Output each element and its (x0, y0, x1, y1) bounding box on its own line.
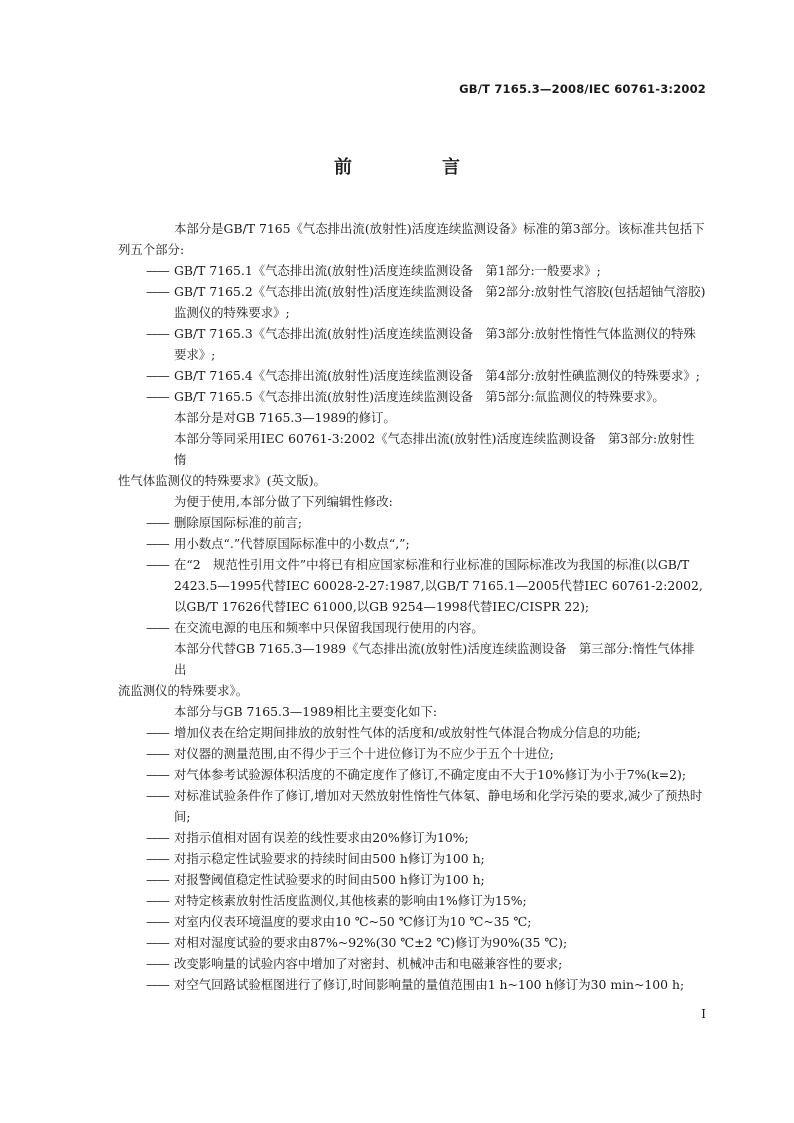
dash-marker: —— (146, 368, 169, 383)
dash-marker: —— (146, 851, 169, 866)
list-item-text: 删除原国际标准的前言; (174, 515, 303, 530)
list-item-text: 用小数点“.”代替原国际标准中的小数点“,”; (174, 536, 410, 551)
list-item-text: 对标准试验条件作了修订,增加对天然放射性惰性气体氡、静电场和化学污染的要求,减少了预热时间; (174, 788, 703, 824)
dash-marker: —— (146, 389, 169, 404)
list-item-text: 对指示值相对固有误差的线性要求由20%修订为10%; (174, 830, 469, 845)
list-item-text: 在交流电源的电压和频率中只保留我国现行使用的内容。 (174, 620, 484, 635)
paragraph: 本部分代替GB 7165.3—1989《气态排出流(放射性)活度连续监测设备 第三部分:惰性气体排出 (174, 641, 695, 677)
dash-list-item (146, 617, 706, 638)
list-item-text: GB/T 7165.5《气态排出流(放射性)活度连续监测设备 第5部分:氚监测仪的特殊要求》。 (174, 389, 665, 404)
dash-list-item (146, 974, 706, 995)
dash-marker: —— (146, 872, 169, 887)
paragraph-continuation: 流监测仪的特殊要求》。 (118, 683, 249, 698)
list-item-text: GB/T 7165.3《气态排出流(放射性)活度连续监测设备 第3部分:放射性惰性气体监测仪的特殊要求》; (174, 326, 696, 362)
paragraph-continuation: 列五个部分: (118, 242, 185, 257)
dash-list-item (146, 281, 706, 323)
dash-list-item (146, 554, 706, 617)
list-item-text: GB/T 7165.4《气态排出流(放射性)活度连续监测设备 第4部分:放射性碘监测仪的特殊要求》; (174, 368, 700, 383)
dash-list-item (146, 932, 706, 953)
dash-marker: —— (146, 263, 169, 278)
list-item-text: 增加仪表在给定期间排放的放射性气体的活度和/或放射性气体混合物成分信息的功能; (174, 725, 641, 740)
dash-list-item (146, 785, 706, 827)
list-item-text: 对相对湿度试验的要求由87%~92%(30 ℃±2 ℃)修订为90%(35 ℃); (174, 935, 568, 950)
list-item-text: 对特定核素放射性活度监测仪,其他核素的影响由1%修订为15%; (174, 893, 527, 908)
dash-marker: —— (146, 893, 169, 908)
dash-marker: —— (146, 914, 169, 929)
dash-marker: —— (146, 977, 169, 992)
dash-marker: —— (146, 620, 169, 635)
dash-marker: —— (146, 536, 169, 551)
list-item-text: 对指示稳定性试验要求的持续时间由500 h修订为100 h; (174, 851, 485, 866)
dash-list-item (146, 953, 706, 974)
paragraph: 本部分等同采用IEC 60761-3:2002《气态排出流(放射性)活度连续监测设备 第3部分:放射性惰 (174, 431, 695, 467)
dash-list-item (146, 386, 706, 407)
dash-marker: —— (146, 515, 169, 530)
dash-marker: —— (146, 725, 169, 740)
dash-marker: —— (146, 935, 169, 950)
dash-marker: —— (146, 284, 169, 299)
list-item-text: 改变影响量的试验内容中增加了对密封、机械冲击和电磁兼容性的要求; (174, 956, 563, 971)
list-item-text: GB/T 7165.1《气态排出流(放射性)活度连续监测设备 第1部分:一般要求》; (174, 263, 601, 278)
dash-list-item (146, 743, 706, 764)
dash-marker: —— (146, 830, 169, 845)
page-title: 前 言 (334, 157, 496, 178)
dash-list-item (146, 365, 706, 386)
list-item-text: 对气体参考试验源体积活度的不确定度作了修订,不确定度由不大于10%修订为小于7%(k=2); (174, 767, 687, 782)
dash-list-item (146, 512, 706, 533)
paragraph: 本部分是GB/T 7165《气态排出流(放射性)活度连续监测设备》标准的第3部分。该标准共包括下 (174, 221, 705, 236)
dash-marker: —— (146, 557, 169, 572)
dash-list-item (146, 323, 706, 365)
dash-list-item (146, 827, 706, 848)
list-item-text: GB/T 7165.2《气态排出流(放射性)活度连续监测设备 第2部分:放射性气溶胶(包括超铀气溶胶)监测仪的特殊要求》; (174, 284, 706, 320)
dash-marker: —— (146, 767, 169, 782)
dash-list-item (146, 890, 706, 911)
standard-code-header: GB/T 7165.3—2008/IEC 60761-3:2002 (459, 82, 706, 96)
dash-list-item (146, 533, 706, 554)
dash-list-item (146, 722, 706, 743)
paragraph: 本部分是对GB 7165.3—1989的修订。 (174, 410, 396, 425)
list-item-text: 对报警阈值稳定性试验要求的时间由500 h修订为100 h; (174, 872, 485, 887)
list-item-text: 对仪器的测量范围,由不得少于三个十进位修订为不应少于五个十进位; (174, 746, 554, 761)
list-item-text: 在“2 规范性引用文件”中将已有相应国家标准和行业标准的国际标准改为我国的标准(以GB/T 2423.5—1995代替IEC 60028-2-27:1987,以GB/T 7165.1—2005代替IEC 60761-2:2002,以GB/T 17626代替IEC 61000,以GB 9254—1998代替IEC/CISPR 22); (174, 557, 703, 614)
dash-list-item (146, 848, 706, 869)
dash-marker: —— (146, 746, 169, 761)
dash-marker: —— (146, 956, 169, 971)
paragraph: 本部分与GB 7165.3—1989相比主要变化如下: (174, 704, 438, 719)
page-number: I (701, 1007, 706, 1021)
dash-list-item (146, 869, 706, 890)
foreword-body (118, 218, 706, 995)
paragraph: 为便于使用,本部分做了下列编辑性修改: (174, 494, 393, 509)
list-item-text: 对空气回路试验框图进行了修订,时间影响量的量值范围由1 h~100 h修订为30 min~100 h; (174, 977, 685, 992)
dash-list-item (146, 260, 706, 281)
paragraph-continuation: 性气体监测仪的特殊要求》(英文版)。 (118, 473, 326, 488)
dash-marker: —— (146, 326, 169, 341)
dash-marker: —— (146, 788, 169, 803)
dash-list-item (146, 764, 706, 785)
dash-list-item (146, 911, 706, 932)
list-item-text: 对室内仪表环境温度的要求由10 ℃~50 ℃修订为10 ℃~35 ℃; (174, 914, 532, 929)
